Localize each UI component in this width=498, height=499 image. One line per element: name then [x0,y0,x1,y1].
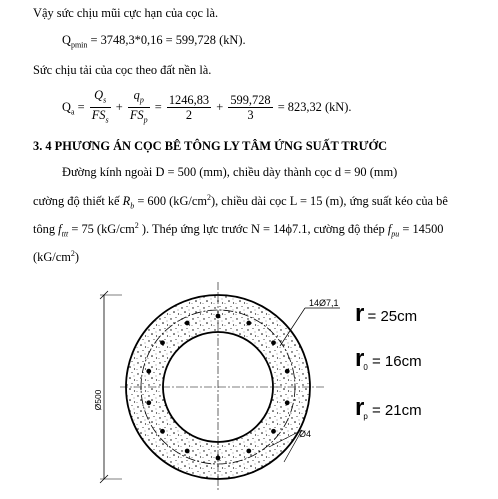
tendon-dot [160,340,165,345]
tendon-dot [146,400,151,405]
legend-r: r = 25cm [355,300,418,327]
legend-r0: $r_0 = 16cm$ [355,345,422,372]
tendon-dot [216,456,221,461]
tendon-dot [185,449,190,454]
tendon-dot [246,449,251,454]
tendon-label: 14Ø7,1 [309,298,339,308]
tendon-dot [216,314,221,319]
fraction-qs-fss: $\frac{Q_s}{FS_s}$ [91,88,109,125]
section-heading: 3. 4 PHƯƠNG ÁN CỌC BÊ TÔNG LY TÂM ỨNG SUẤT TRƯỚC [33,139,388,153]
qa-formula: $Q_a$ = $\frac{Q_s}{FS_s}$ + $\frac{q_p}{FS_p}$ = $\frac{1246,83}{2}$ + $\frac{599,728}{3}$ = 823,32 (kN). [62,88,351,128]
tendon-dot [285,369,290,374]
tendon-dot [285,400,290,405]
intro-text: Vậy sức chịu mũi cực hạn của cọc là. [33,6,219,20]
para-unit: $(kG/cm^2)$ [33,249,79,265]
stirrup-label: Ø4 [299,429,312,439]
tendon-dot [146,369,151,374]
tendon-dot [271,340,276,345]
qpmin-formula: $Q_{pmin} = 3748,3*0,16 = 599,728$ (kN). [62,33,246,50]
pile-cross-section-diagram [92,272,342,494]
tendon-dot [185,321,190,326]
tendon-dot [246,321,251,326]
fraction-1246: $\frac{1246,83}{2}$ [168,93,210,123]
tendon-dot [271,429,276,434]
fraction-qp-fsp: $\frac{q_p}{FS_p}$ [129,88,148,125]
para-strength: cường độ thiết kế $R_b = 600$ $(kG/cm^2)$, chiều dài cọc L = 15 (m), ứng suất kéo của bê [33,193,448,211]
capacity-text: Sức chịu tải của cọc theo đất nền là. [33,63,212,77]
tendon-dot [160,429,165,434]
para-tension: tông $f_{ttt} = 75$ ($kG/cm^2$ ). Thép ứng lực trước N = 14ϕ7.1, cường độ thép $f_{pu} = 14500$ [33,221,444,239]
fraction-599: $\frac{599,728}{3}$ [230,93,271,123]
para-diameter: Đường kính ngoài D = 500 (mm), chiều dày thành cọc d = 90 (mm) [62,165,398,179]
legend-rp: $r_p = 21cm$ [355,394,422,421]
